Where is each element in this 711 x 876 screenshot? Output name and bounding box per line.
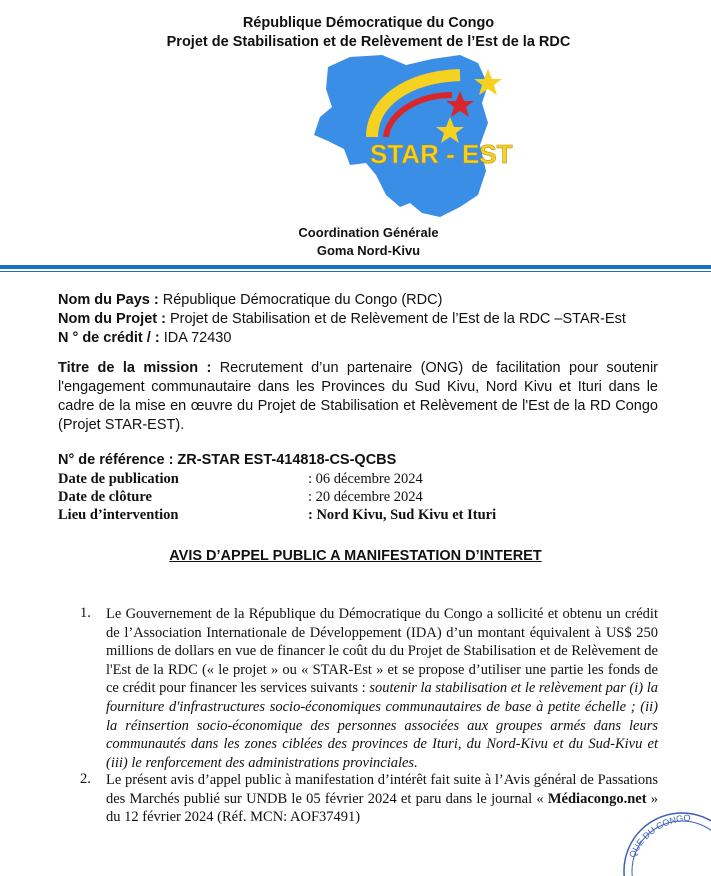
paragraph-1-text: Le Gouvernement de la République du Démocratique du Congo a sollicité et obtenu un crédit de l’Association Internationale de Développement (IDA) d’un montant équivalent à US$ 250 millions de dollars en vue de financer le coût du du Projet de Stabilisation et de Relèvement de l'Est de la RDC (« le projet » ou « STAR-Est » et se propose d’utiliser une partie les fonds de ce crédit pour financer les services suivants : bbox=[106, 606, 658, 697]
paragraph-1 bbox=[106, 605, 658, 772]
project-row bbox=[58, 310, 626, 329]
paragraph-2 bbox=[106, 771, 658, 827]
paragraph-2-bold: Médiacongo.net bbox=[547, 790, 647, 807]
reference-row bbox=[58, 451, 396, 470]
star-est-logo bbox=[310, 45, 515, 225]
closing-date-value: : 20 décembre 2024 bbox=[308, 489, 423, 505]
logo-text: STAR - EST bbox=[370, 139, 513, 169]
header-project: Projet de Stabilisation et de Relèvement de l’Est de la RDC bbox=[166, 34, 571, 50]
credit-value: IDA 72430 bbox=[159, 330, 232, 346]
mission-label: Titre de la mission : bbox=[58, 360, 212, 376]
country-label: Nom du Pays : bbox=[58, 292, 159, 308]
paragraph-1-number: 1. bbox=[80, 605, 91, 621]
header-divider bbox=[0, 265, 711, 269]
location-label: Lieu d’intervention bbox=[58, 507, 179, 523]
country-row bbox=[58, 291, 442, 310]
country-value: République Démocratique du Congo (RDC) bbox=[158, 292, 443, 308]
drc-map-shape bbox=[314, 55, 488, 217]
header-country: République Démocratique du Congo bbox=[242, 15, 495, 31]
publication-date-label: Date de publication bbox=[58, 471, 179, 487]
location-value: : Nord Kivu, Sud Kivu et Ituri bbox=[308, 507, 497, 523]
reference-value: ZR-STAR EST-414818-CS-QCBS bbox=[173, 452, 397, 468]
paragraph-2-text: Le présent avis d’appel public à manifestation d’intérêt fait suite à l’Avis général de Passations des Marchés publié sur UNDB le 05 février 2024 et paru dans le journal « bbox=[106, 772, 658, 807]
stamp-text: QUE DU CONGO bbox=[627, 812, 691, 860]
publication-date-value: : 06 décembre 2024 bbox=[308, 471, 423, 487]
mission-text: Recrutement d’un partenaire (ONG) de facilitation pour soutenir l'engagement communautaire dans les Provinces du Sud Kivu, Nord Kivu et Ituri dans le cadre de la mise en œuvre du Projet de Stabilisation et Relèvement de l'Est de la RD Congo (Projet STAR-EST). bbox=[58, 360, 658, 433]
paragraph-1-italic: soutenir la stabilisation et le relèvement par (i) la fourniture d'infrastructures socio-économiques communautaires de base à petite échelle ; (ii) la réinsertion socio-économique des personnes associées aux groupes armés dans leurs communautés dans les zones ciblées des provinces de Ituri, du Nord-Kivu et du Sud-Kivu et (iii) le renforcement des administrations provinciales. bbox=[106, 680, 658, 771]
header-divider-thin bbox=[0, 271, 711, 272]
credit-row bbox=[58, 329, 231, 348]
coordination-title: Coordination Générale bbox=[298, 225, 439, 240]
credit-label: N ° de crédit / : bbox=[58, 330, 160, 346]
closing-date-label: Date de clôture bbox=[58, 489, 152, 505]
coordination-location: Goma Nord-Kivu bbox=[316, 243, 421, 258]
project-label: Nom du Projet : bbox=[58, 311, 166, 327]
project-value: Projet de Stabilisation et de Relèvement de l’Est de la RDC –STAR-Est bbox=[165, 311, 626, 327]
paragraph-2-rest: » du 12 février 2024 (Réf. MCN: AOF37491) bbox=[106, 790, 659, 826]
mission-block bbox=[58, 359, 658, 435]
notice-title: AVIS D’APPEL PUBLIC A MANIFESTATION D’INTERET bbox=[169, 548, 542, 564]
reference-label: N° de référence : bbox=[58, 452, 174, 468]
official-stamp bbox=[622, 796, 711, 876]
paragraph-2-number: 2. bbox=[80, 771, 91, 787]
